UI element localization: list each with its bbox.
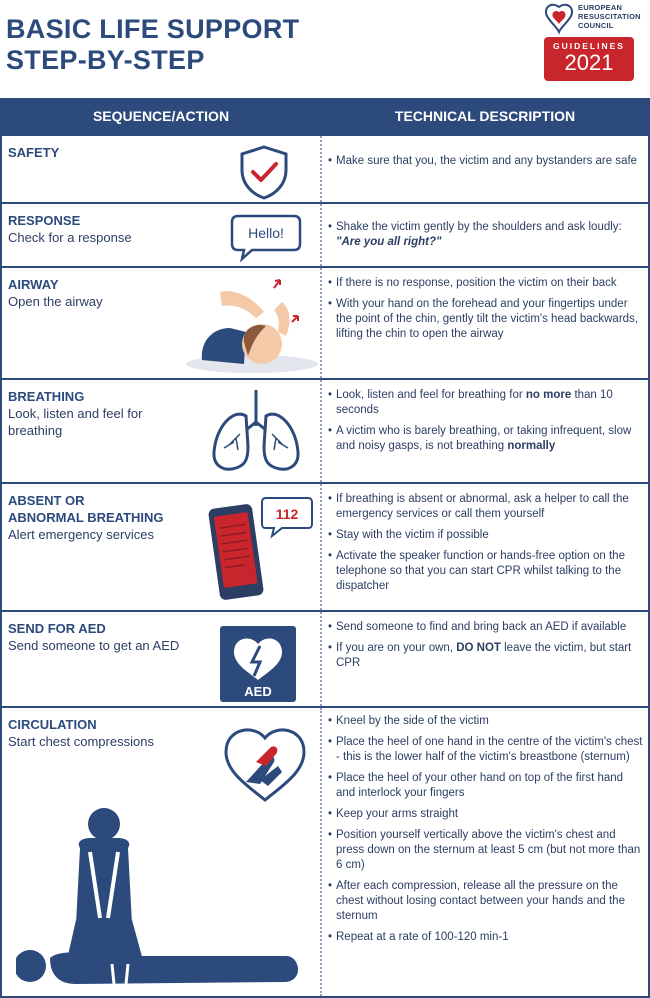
erc-name-line-1: EUROPEAN	[578, 3, 623, 12]
row-description	[328, 388, 644, 460]
description-emphasis: no more	[525, 389, 572, 401]
erc-name-line-3: COUNCIL	[578, 21, 614, 30]
table-header	[2, 98, 648, 134]
description-item: • If breathing is absent or abnormal, ask a helper to call the emergency services or call them yourself	[328, 492, 644, 522]
row-send-aed	[2, 610, 648, 706]
row-heading: SAFETY	[8, 145, 60, 160]
row-description	[328, 220, 644, 256]
description-item: • Stay with the victim if possible	[328, 528, 644, 543]
row-heading: ABSENT OR	[8, 493, 85, 508]
description-item: • Keep your arms straight	[328, 807, 644, 822]
row-circulation	[2, 706, 648, 996]
description-emphasis: DO NOT	[456, 642, 501, 654]
row-label	[8, 276, 103, 310]
row-heading: CIRCULATION	[8, 717, 97, 732]
cpr-illustration	[16, 808, 306, 994]
row-description	[328, 492, 644, 600]
row-breathing	[2, 378, 648, 482]
row-description	[328, 620, 644, 677]
erc-name-line-2: RESUSCITATION	[578, 12, 641, 21]
bubble-text: Hello!	[248, 225, 284, 241]
lungs-icon	[208, 386, 304, 478]
row-safety	[2, 134, 648, 202]
column-divider	[320, 268, 322, 378]
description-item	[328, 424, 644, 454]
description-text: leave the victim, but start CPR	[336, 642, 632, 669]
description-text: If you are on your own,	[336, 642, 457, 654]
row-description	[328, 276, 644, 348]
description-text: Shake the victim gently by the shoulders and ask loudly:	[336, 221, 622, 233]
column-header-sequence: SEQUENCE/ACTION	[92, 108, 230, 124]
row-label	[8, 212, 132, 246]
column-divider	[320, 708, 322, 996]
column-divider	[320, 484, 322, 610]
row-subheading: Send someone to get an AED	[8, 638, 180, 653]
column-divider	[320, 136, 322, 202]
description-item: • With your hand on the forehead and your fingertips under the point of the chin, gently tilt the victim's head backwards, lifting the chin to open the airway	[328, 297, 644, 342]
shield-check-icon	[238, 144, 290, 200]
description-item: • Place the heel of one hand in the centre of the victim's chest - this is the lower half of the victim's breastbone (sternum)	[328, 735, 644, 765]
row-airway	[2, 266, 648, 378]
row-label	[8, 620, 179, 654]
row-absent-breathing	[2, 482, 648, 610]
aed-heart-icon	[220, 626, 296, 702]
description-item	[328, 641, 644, 671]
phone-icon	[208, 492, 314, 604]
speech-bubble-icon	[230, 212, 302, 262]
erc-name	[578, 3, 641, 30]
aed-label: AED	[244, 684, 272, 699]
row-subheading: Alert emergency services	[8, 527, 154, 542]
row-heading: BREATHING	[8, 389, 85, 404]
description-item: • If there is no response, position the victim on their back	[328, 276, 644, 291]
description-item: • Place the heel of your other hand on top of the first hand and interlock your fingers	[328, 771, 644, 801]
row-heading: RESPONSE	[8, 213, 81, 228]
erc-brand	[541, 2, 645, 82]
hands-heart-icon	[220, 722, 310, 804]
guidelines-year: 2021	[564, 50, 614, 75]
row-subheading: Start chest compressions	[8, 734, 154, 749]
head-tilt-illustration	[182, 272, 318, 376]
page-header	[0, 0, 650, 96]
column-divider	[320, 612, 322, 706]
description-item	[328, 388, 644, 418]
row-description	[328, 154, 644, 175]
title-line-2: STEP-BY-STEP	[6, 45, 205, 75]
row-subheading: Check for a response	[8, 230, 132, 245]
bubble-text: 112	[275, 506, 299, 522]
title-line-1: BASIC LIFE SUPPORT	[6, 14, 300, 44]
row-response	[2, 202, 648, 266]
row-heading: SEND FOR AED	[8, 621, 106, 636]
description-item: • Kneel by the side of the victim	[328, 714, 644, 729]
description-item: • Repeat at a rate of 100-120 min-1	[328, 930, 644, 945]
description-item	[328, 220, 644, 250]
description-item: • Send someone to find and bring back an AED if available	[328, 620, 644, 635]
row-heading-2: ABNORMAL BREATHING	[8, 510, 164, 525]
description-item: • Position yourself vertically above the victim's chest and press down on the sternum at least 5 cm (but not more than 6 cm)	[328, 828, 644, 873]
row-label	[8, 144, 59, 161]
description-text: A victim who is barely breathing, or taking infrequent, slow and noisy gasps, is not breathing	[336, 425, 632, 452]
row-subheading: Open the airway	[8, 294, 103, 309]
description-text: Look, listen and feel for breathing for	[336, 389, 526, 401]
description-item: • Activate the speaker function or hands-free option on the telephone so that you can start CPR whilst talking to the dispatcher	[328, 549, 644, 594]
description-emphasis: normally	[507, 440, 556, 452]
row-subheading: Look, listen and feel for breathing	[8, 406, 143, 438]
row-label	[8, 492, 164, 543]
row-label	[8, 716, 154, 750]
bls-table	[0, 98, 650, 998]
description-emphasis: "Are you all right?"	[336, 236, 442, 248]
row-description	[328, 714, 644, 951]
description-text: than 10 seconds	[336, 389, 613, 416]
column-divider	[320, 204, 322, 266]
description-item: • Make sure that you, the victim and any bystanders are safe	[328, 154, 644, 169]
description-item: • After each compression, release all the pressure on the chest without losing contact between your hands and the sternum	[328, 879, 644, 924]
column-divider	[320, 380, 322, 482]
guidelines-badge	[544, 37, 634, 81]
row-heading: AIRWAY	[8, 277, 59, 292]
page-title	[6, 14, 299, 76]
column-header-description: TECHNICAL DESCRIPTION	[394, 108, 576, 124]
row-label	[8, 388, 148, 439]
guidelines-label: GUIDELINES	[553, 41, 625, 51]
